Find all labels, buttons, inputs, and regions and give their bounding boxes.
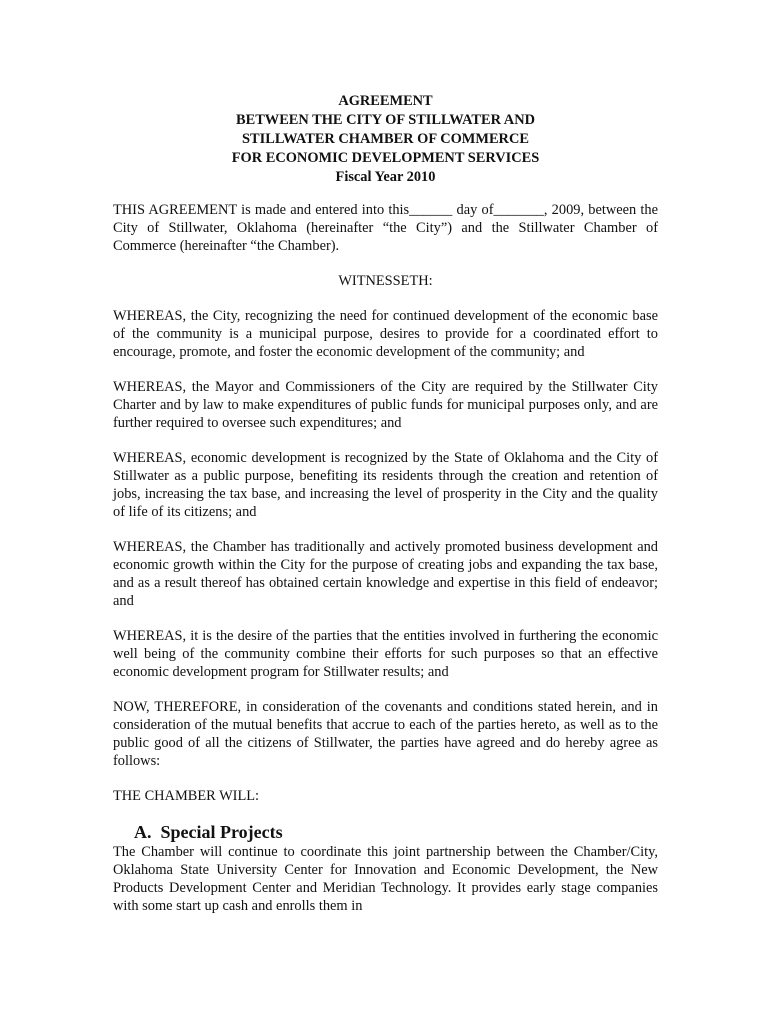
section-a-heading-text: A. Special Projects <box>134 822 283 842</box>
title-line-fiscal-year: Fiscal Year 2010 <box>335 169 436 185</box>
whereas-paragraph-5: WHEREAS, it is the desire of the parties that the entities involved in furthering the economic well being of the community combine their efforts for such purposes so that an effective economic development program for Stillwater results; and <box>113 628 658 680</box>
now-therefore-paragraph: NOW, THEREFORE, in consideration of the covenants and conditions stated herein, and in consideration of the mutual benefits that accrue to each of the parties hereto, as well as to the public good of all the citizens of Stillwater, the parties have agreed and do hereby agree as follows: <box>113 699 658 769</box>
whereas-paragraph-3: WHEREAS, economic development is recognized by the State of Oklahoma and the City of Stillwater as a public purpose, benefiting its residents through the creation and retention of jobs, increasing the tax base, and increasing the level of prosperity in the City and the quality of life of its citizens; and <box>113 450 658 520</box>
title-line-purpose: FOR ECONOMIC DEVELOPMENT SERVICES <box>231 150 540 166</box>
whereas-paragraph-2: WHEREAS, the Mayor and Commissioners of the City are required by the Stillwater City Charter and by law to make expenditures of public funds for municipal purposes only, and are further required to oversee such expenditures; and <box>113 379 658 431</box>
document-page <box>113 92 658 915</box>
whereas-paragraph-1: WHEREAS, the City, recognizing the need for continued development of the economic base of the community is a municipal purpose, desires to provide for a coordinated effort to encourage, promote, and foster the economic development of the community; and <box>113 308 658 360</box>
title-line-agreement: AGREEMENT <box>338 93 433 109</box>
section-a-paragraph: The Chamber will continue to coordinate this joint partnership between the Chamber/City, Oklahoma State University Center for Innovation and Economic Development, the New Products Development Center and Meridian Technology. It provides early stage companies with some start up cash and enrolls them in <box>113 844 658 914</box>
title-line-parties-2: STILLWATER CHAMBER OF COMMERCE <box>242 131 529 147</box>
document-title <box>113 92 658 187</box>
witnesseth-heading: WITNESSETH: <box>338 273 433 289</box>
title-line-parties-1: BETWEEN THE CITY OF STILLWATER AND <box>236 112 535 128</box>
intro-paragraph: THIS AGREEMENT is made and entered into this______ day of_______, 2009, between the City of Stillwater, Oklahoma (hereinafter “the City”) and the Stillwater Chamber of Commerce (hereinafter “the Chamber). <box>113 202 658 254</box>
chamber-will-heading: THE CHAMBER WILL: <box>113 788 260 804</box>
whereas-paragraph-4: WHEREAS, the Chamber has traditionally and actively promoted business development and economic growth within the City for the purpose of creating jobs and expanding the tax base, and as a result thereof has obtained certain knowledge and expertise in this field of endeavor; and <box>113 539 658 609</box>
section-a-heading <box>113 821 658 843</box>
